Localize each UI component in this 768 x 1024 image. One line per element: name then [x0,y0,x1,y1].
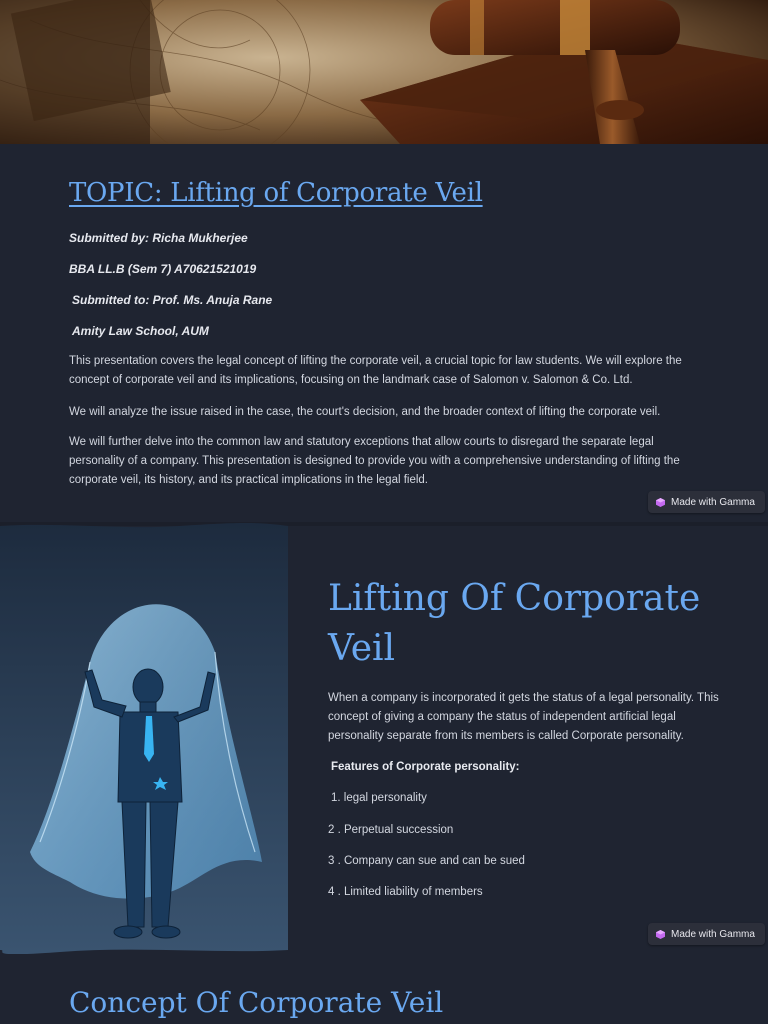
intro-paragraph-3: We will further delve into the common law and statutory exceptions that allow courts to disregard the separate legal personality of a company. This presentation is designed to provide you with a comprehensive understanding of lifting the corporate veil, its history, and its practical implications in the legal field. [69,436,680,486]
topic-title[interactable]: TOPIC: Lifting of Corporate Veil [69,178,483,208]
gamma-logo-icon [656,498,665,507]
made-with-gamma-badge[interactable] [648,923,765,945]
course-code: BBA LL.B (Sem 7) A70621521019 [69,262,257,276]
slide-lifting [0,526,768,956]
badge-label: Made with Gamma [671,928,755,940]
slide-title: Lifting Of Corporate Veil [328,578,701,669]
feature-item-1: 1. legal personality [331,792,427,804]
slide-title: Concept Of Corporate Veil [69,986,444,1019]
intro-paragraph-2: We will analyze the issue raised in the case, the court's decision, and the broader context of lifting the corporate veil. [69,406,661,418]
school-name: Amity Law School, AUM [72,324,209,338]
slide-concept [0,956,768,1024]
veil-illustration [0,522,288,954]
intro-paragraph-1: This presentation covers the legal concept of lifting the corporate veil, a crucial topic for law students. We will explore the concept of corporate veil and its implications, focusing on the landmark case of Salomon v. Salomon & Co. Ltd. [69,355,682,386]
badge-label: Made with Gamma [671,496,755,508]
feature-item-4: 4 . Limited liability of members [328,886,483,898]
gamma-logo-icon [656,930,665,939]
corporate-personality-intro: When a company is incorporated it gets the status of a legal personality. This concept of giving a company the status of independent artificial legal personality separate from its members is called Corporate personality. [328,692,719,742]
submitted-by: Submitted by: Richa Mukherjee [69,231,248,245]
slide-intro [0,144,768,522]
made-with-gamma-badge[interactable] [648,491,765,513]
features-heading: Features of Corporate personality: [331,761,520,773]
feature-item-3: 3 . Company can sue and can be sued [328,855,525,867]
feature-item-2: 2 . Perpetual succession [328,824,454,836]
hero-image-gavel [0,0,768,144]
submitted-to: Submitted to: Prof. Ms. Anuja Rane [72,293,273,307]
